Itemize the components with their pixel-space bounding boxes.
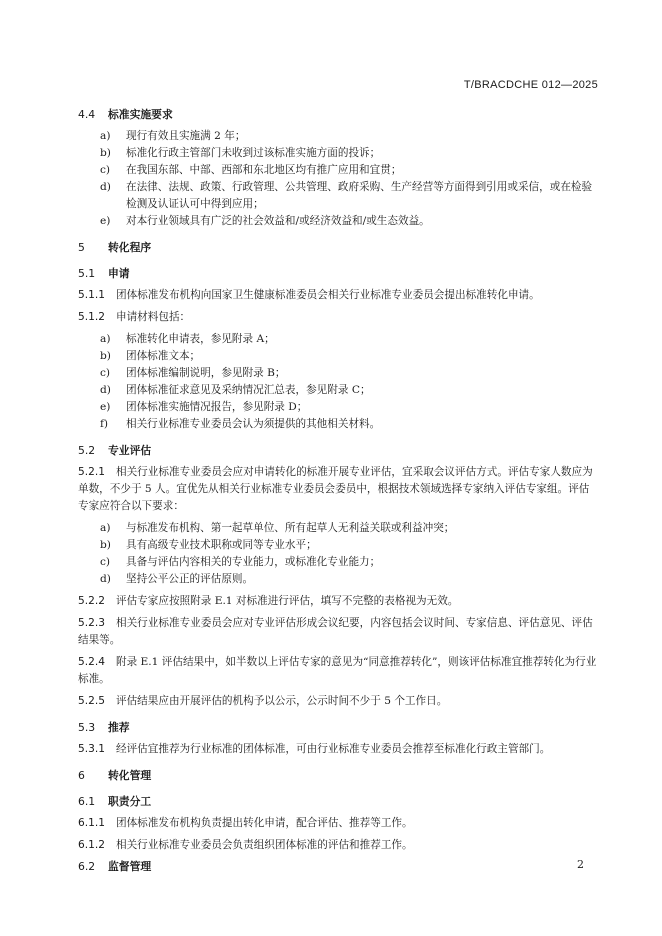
list-item: [78, 571, 598, 588]
section-title: 专业评估: [108, 444, 152, 457]
list-item: [78, 554, 598, 571]
clause-text: 评估结果应由开展评估的机构予以公示，公示时间不少于 5 个工作日。: [116, 695, 448, 707]
list-item: [78, 179, 598, 213]
section-title: 职责分工: [108, 795, 152, 808]
list-marker: a): [100, 522, 111, 534]
section-number: 5.1: [78, 267, 96, 280]
clause-number: 6.1.1: [78, 817, 105, 829]
section-heading-5-3: [78, 720, 598, 736]
list-text: 在我国东部、中部、西部和东北地区均有推广应用和宜贯；: [126, 164, 402, 176]
clause-number: 5.2.1: [78, 466, 105, 478]
section-heading-6-2: [78, 859, 598, 875]
clause-5-2-5: [78, 693, 598, 710]
list-text: 与标准发布机构、第一起草单位、所有起草人无利益关联或利益冲突；: [126, 522, 455, 534]
clause-5-1-2: [78, 309, 598, 326]
section-title: 监督管理: [108, 860, 152, 873]
list-text: 坚持公平公正的评估原则。: [126, 573, 254, 585]
list-marker: a): [100, 130, 111, 142]
clause-5-2-3: [78, 615, 598, 649]
clause-number: 5.2.4: [78, 656, 105, 668]
section-number: 5.2: [78, 444, 96, 457]
list-text: 团体标准实施情况报告，参见附录 D；: [126, 401, 308, 413]
list-item: [78, 162, 598, 179]
list-marker: b): [100, 147, 111, 159]
list-item: [78, 213, 598, 230]
list-text: 标准转化申请表，参见附录 A；: [126, 333, 275, 345]
clause-text: 相关行业标准专业委员会应对申请转化的标准开展专业评估，宜采取会议评估方式。评估专家人数应为单数，不少于 5 人。宜优先从相关行业标准专业委员会委员中，根据技术领域选择专家纳入评估专家组。评估专家应符合以下要求：: [78, 466, 593, 512]
clause-5-2-2: [78, 593, 598, 610]
clause-text: 附录 E.1 评估结果中，如半数以上评估专家的意见为“同意推荐转化”，则该评估标准宜推荐转化为行业标准。: [78, 656, 597, 685]
application-materials-list: [78, 331, 598, 433]
clause-number: 5.3.1: [78, 743, 105, 755]
list-text: 具备与评估内容相关的专业能力，或标准化专业能力；: [126, 556, 381, 568]
list-text: 团体标准文本；: [126, 350, 201, 362]
clause-text: 团体标准发布机构向国家卫生健康标准委员会相关行业标准专业委员会提出标准转化申请。: [116, 289, 540, 301]
clause-6-1-2: [78, 837, 598, 854]
list-marker: c): [100, 556, 111, 568]
section-title: 转化程序: [108, 241, 152, 254]
chapter-heading-5: [78, 240, 598, 256]
requirement-list: [78, 128, 598, 230]
list-item: [78, 348, 598, 365]
section-number: 5: [78, 241, 85, 254]
section-heading-6-1: [78, 794, 598, 810]
list-text: 现行有效且实施满 2 年；: [126, 130, 246, 142]
list-marker: d): [100, 181, 111, 193]
section-number: 4.4: [78, 108, 96, 121]
list-marker: a): [100, 333, 111, 345]
clause-5-2-1: [78, 464, 598, 515]
clause-number: 6.1.2: [78, 839, 105, 851]
list-text: 对本行业领域具有广泛的社会效益和/或经济效益和/或生态效益。: [126, 215, 430, 227]
list-text: 相关行业标准专业委员会认为须提供的其他相关材料。: [126, 418, 381, 430]
list-marker: e): [100, 401, 111, 413]
list-item: [78, 382, 598, 399]
clause-text: 经评估宜推荐为行业标准的团体标准，可由行业标准专业委员会推荐至标准化行政主管部门。: [116, 743, 551, 755]
list-text: 团体标准征求意见及采纳情况汇总表，参见附录 C；: [126, 384, 371, 396]
list-marker: b): [100, 350, 111, 362]
document-body: [78, 107, 598, 875]
list-marker: d): [100, 573, 111, 585]
clause-text: 评估专家应按照附录 E.1 对标准进行评估，填写不完整的表格视为无效。: [116, 595, 459, 607]
section-title: 申请: [108, 267, 130, 280]
section-heading-5-1: [78, 266, 598, 282]
section-title: 标准实施要求: [108, 108, 173, 121]
list-item: [78, 537, 598, 554]
list-item: [78, 128, 598, 145]
section-number: 6: [78, 769, 85, 782]
list-marker: e): [100, 215, 111, 227]
list-text: 团体标准编制说明，参见附录 B；: [126, 367, 286, 379]
expert-requirements-list: [78, 520, 598, 588]
list-marker: c): [100, 164, 111, 176]
list-marker: d): [100, 384, 111, 396]
clause-5-2-4: [78, 654, 598, 688]
list-item: [78, 520, 598, 537]
clause-number: 5.2.3: [78, 617, 105, 629]
clause-number: 5.1.1: [78, 289, 105, 301]
list-marker: b): [100, 539, 111, 551]
section-heading-4-4: [78, 107, 598, 123]
page-number: 2: [577, 858, 584, 871]
clause-number: 5.1.2: [78, 311, 105, 323]
section-number: 6.1: [78, 795, 96, 808]
section-title: 推荐: [108, 721, 130, 734]
list-text: 在法律、法规、政策、行政管理、公共管理、政府采购、生产经营等方面得到引用或采信，或在检验检测及认证认可中得到应用；: [126, 181, 593, 210]
clause-text: 相关行业标准专业委员会应对专业评估形成会议纪要，内容包括会议时间、专家信息、评估意见、评估结果等。: [78, 617, 593, 646]
clause-text: 相关行业标准专业委员会负责组织团体标准的评估和推荐工作。: [116, 839, 413, 851]
section-heading-5-2: [78, 443, 598, 459]
section-number: 5.3: [78, 721, 96, 734]
section-title: 转化管理: [108, 769, 152, 782]
list-text: 具有高级专业技术职称或同等专业水平；: [126, 539, 317, 551]
list-text: 标准化行政主管部门未收到过该标准实施方面的投诉；: [126, 147, 381, 159]
section-number: 6.2: [78, 860, 96, 873]
list-item: [78, 416, 598, 433]
list-item: [78, 331, 598, 348]
document-code: T/BRACDCHE 012—2025: [463, 79, 598, 91]
clause-text: 团体标准发布机构负责提出转化申请，配合评估、推荐等工作。: [116, 817, 413, 829]
list-item: [78, 145, 598, 162]
clause-6-1-1: [78, 815, 598, 832]
list-item: [78, 365, 598, 382]
clause-text: 申请材料包括：: [116, 311, 191, 323]
clause-5-1-1: [78, 287, 598, 304]
clause-number: 5.2.5: [78, 695, 105, 707]
clause-number: 5.2.2: [78, 595, 105, 607]
clause-5-3-1: [78, 741, 598, 758]
list-item: [78, 399, 598, 416]
chapter-heading-6: [78, 768, 598, 784]
list-marker: c): [100, 367, 111, 379]
list-marker: f): [100, 418, 109, 430]
